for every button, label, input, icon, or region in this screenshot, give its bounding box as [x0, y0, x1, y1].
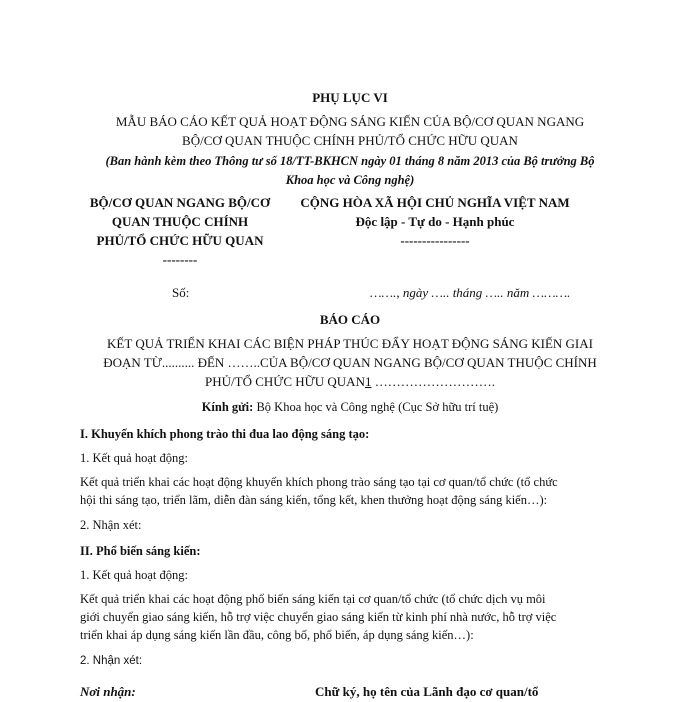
section-2-body-line-1: Kết quả triển khai các hoạt động phổ biến sáng kiến tại cơ quan/tổ chức (tổ chức dịch vụ môi: [80, 592, 546, 606]
report-subject-line-3: [0, 372, 700, 392]
report-subject-line-3-text: PHỦ/TỔ CHỨC HỮU QUAN: [205, 374, 365, 389]
national-title: CỘNG HÒA XÃ HỘI CHỦ NGHĨA VIỆT NAM: [300, 195, 570, 210]
agency-divider: --------: [162, 252, 198, 267]
section-2-heading: II. Phổ biến sáng kiến:: [80, 544, 201, 558]
appendix-title: PHỤ LỤC VI: [312, 90, 388, 105]
agency-name-line-3: PHỦ/TỔ CHỨC HỮU QUAN: [96, 233, 264, 248]
national-motto: Độc lập - Tự do - Hạnh phúc: [355, 214, 515, 229]
document-number-label: Số:: [172, 285, 190, 300]
section-1-body-line-1: Kết quả triển khai các hoạt động khuyến khích phong trào sáng tạo tại cơ quan/tổ chức (tổ chức: [80, 475, 558, 489]
section-2-body-line-2: giới chuyển giao sáng kiến, hỗ trợ việc chuyển giao sáng kiến từ kinh phí nhà nước, hỗ trợ việc: [80, 610, 557, 624]
document-date-line: ……., ngày ….. tháng ….. năm ……….: [370, 285, 571, 300]
issuance-note-line-1: (Ban hành kèm theo Thông tư số 18/TT-BKHCN ngày 01 tháng 8 năm 2013 của Bộ trưởng Bộ: [105, 154, 595, 168]
form-title-line-1: MẪU BÁO CÁO KẾT QUẢ HOẠT ĐỘNG SÁNG KIẾN CỦA BỘ/CƠ QUAN NGANG: [115, 114, 585, 129]
recipients-label: Nơi nhận:: [80, 684, 136, 699]
report-title: BÁO CÁO: [319, 312, 381, 327]
section-1-item-1: 1. Kết quả hoạt động:: [80, 451, 188, 465]
form-title-line-2: BỘ/CƠ QUAN THUỘC CHÍNH PHỦ/TỔ CHỨC HỮU QUAN: [182, 133, 518, 148]
report-subject-line-1: KẾT QUẢ TRIỂN KHAI CÁC BIỆN PHÁP THÚC ĐẨY HOẠT ĐỘNG SÁNG KIẾN GIAI: [107, 336, 593, 351]
section-1-heading: I. Khuyến khích phong trào thi đua lao động sáng tạo:: [80, 427, 370, 441]
report-subject-line-3-dots: ……………………….: [371, 374, 495, 389]
footnote-marker: 1: [364, 374, 372, 389]
recipient-value: Bộ Khoa học và Công nghệ (Cục Sở hữu trí tuệ): [253, 400, 499, 414]
section-1-item-2: 2. Nhận xét:: [80, 518, 142, 532]
section-2-item-1: 1. Kết quả hoạt động:: [80, 568, 188, 582]
motto-divider: ----------------: [400, 233, 470, 248]
recipient-label: Kính gửi:: [201, 400, 254, 414]
agency-name-line-2: QUAN THUỘC CHÍNH: [111, 214, 249, 229]
section-2-item-2: 2. Nhận xét:: [80, 655, 143, 667]
recipient-line: [0, 397, 700, 417]
section-2-body-line-3: triển khai áp dụng sáng kiến lần đầu, công bố, phổ biến, áp dụng sáng kiến…):: [80, 628, 474, 642]
report-subject-line-2: ĐOẠN TỪ.......... ĐẾN ……..CỦA BỘ/CƠ QUAN NGANG BỘ/CƠ QUAN THUỘC CHÍNH: [103, 355, 597, 370]
issuance-note-line-2: Khoa học và Công nghệ): [285, 173, 415, 187]
section-1-body-line-2: hội thi sáng tạo, triển lãm, diễn đàn sáng kiến, tổng kết, khen thưởng hoạt động sáng kiến…):: [80, 493, 548, 507]
agency-name-line-1: BỘ/CƠ QUAN NGANG BỘ/CƠ: [89, 195, 271, 210]
signature-label: Chữ ký, họ tên của Lãnh đạo cơ quan/tổ: [315, 684, 539, 699]
